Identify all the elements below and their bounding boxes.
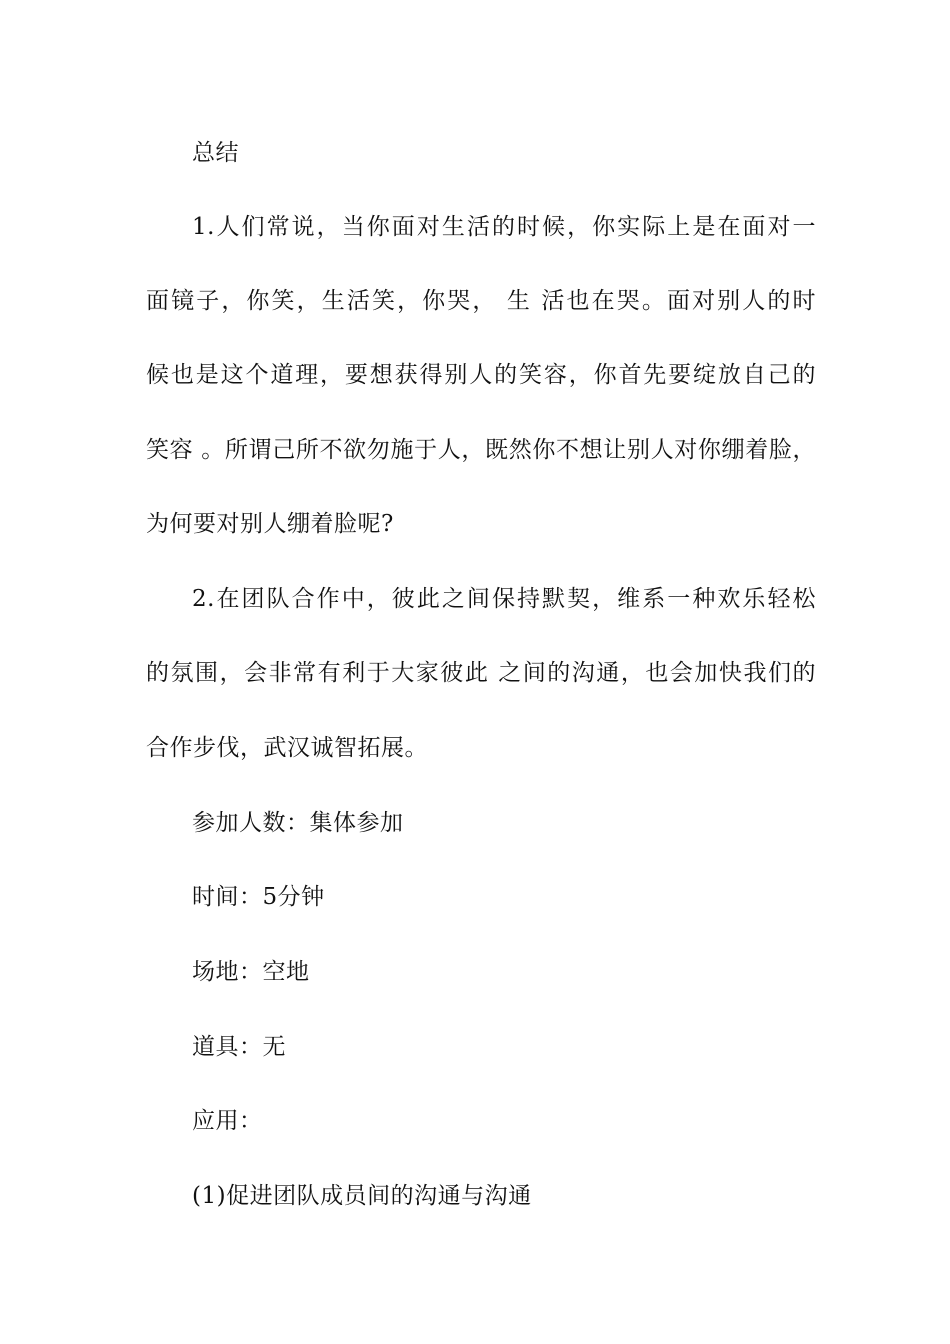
paragraph-1-line-3: 候也是这个道理，要想获得别人的笑容，你首先要绽放自己的: [146, 362, 816, 388]
section-heading: 总结: [192, 140, 239, 166]
paragraph-1-line-1: 1.人们常说，当你面对生活的时候，你实际上是在面对一: [192, 214, 816, 240]
application-item-1: (1)促进团队成员间的沟通与沟通: [192, 1183, 532, 1209]
paragraph-2-line-1: 2.在团队合作中，彼此之间保持默契，维系一种欢乐轻松: [192, 586, 816, 612]
paragraph-2-line-2: 的氛围，会非常有利于大家彼此 之间的沟通，也会加快我们的: [146, 660, 816, 686]
application-label: 应用：: [192, 1108, 263, 1134]
props-line: 道具：无: [192, 1034, 286, 1060]
time-line: 时间：5分钟: [192, 884, 325, 910]
venue-line: 场地：空地: [192, 959, 310, 985]
participants-line: 参加人数：集体参加: [192, 810, 404, 836]
paragraph-2-line-3: 合作步伐，武汉诚智拓展。: [146, 735, 428, 761]
paragraph-1-line-4: 笑容 。所谓己所不欲勿施于人，既然你不想让别人对你绷着脸，: [146, 437, 816, 463]
paragraph-1-line-5: 为何要对别人绷着脸呢?: [146, 511, 394, 537]
paragraph-1-line-2: 面镜子，你笑，生活笑，你哭， 生 活也在哭。面对别人的时: [146, 288, 816, 314]
